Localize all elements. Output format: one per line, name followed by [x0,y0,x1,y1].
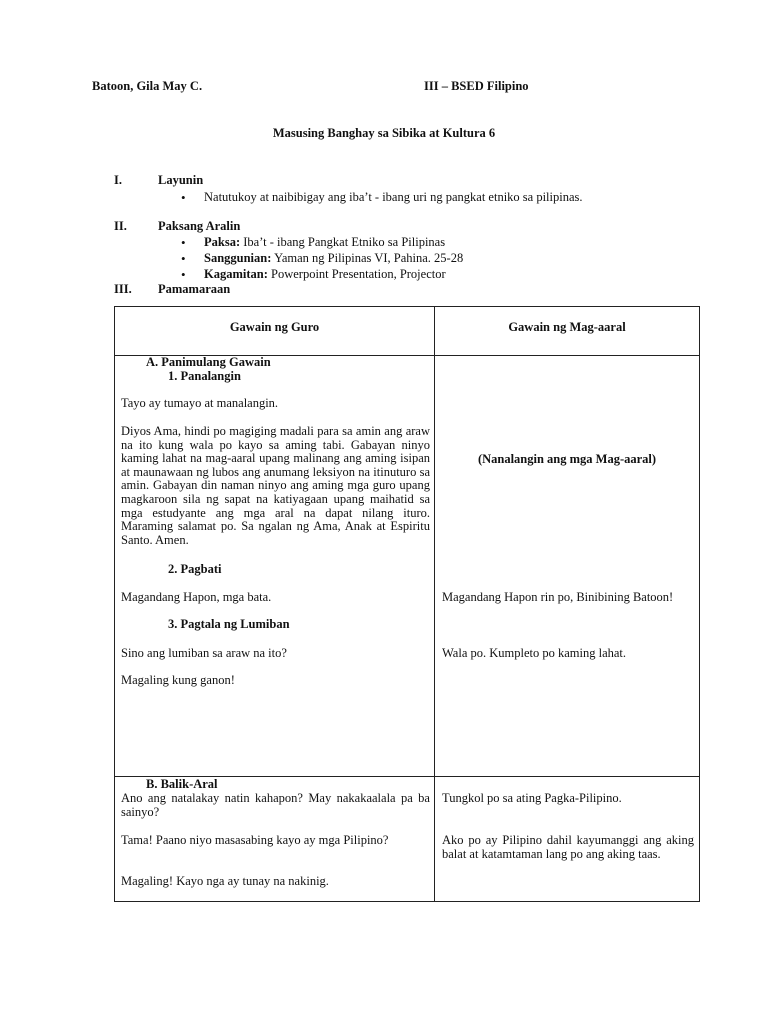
subsection-pagtala-ng-lumiban: 3. Pagtala ng Lumiban [168,617,290,631]
review-answer-2: Ako po ay Pilipino dahil kayumanggi ang aking balat at katamtaman lang po ang aking taas. [442,833,694,861]
section-number-2: II. [114,219,127,233]
subsection-pagbati: 2. Pagbati [168,562,222,576]
teacher-attendance-reply: Magaling kung ganon! [121,673,235,687]
kagamitan-bullet: • Kagamitan: Powerpoint Presentation, Projector [204,267,446,282]
layunin-text: Natutukoy at naibibigay ang iba’t - ibang uri ng pangkat etniko sa pilipinas. [204,190,583,204]
teacher-review-reply: Magaling! Kayo nga ay tunay na nakinig. [121,874,329,888]
student-prayer-response: (Nanalangin ang mga Mag-aaral) [477,452,657,466]
review-answer-1: Tungkol po sa ating Pagka-Pilipino. [442,791,622,805]
review-question-2: Tama! Paano niyo masasabing kayo ay mga Pilipino? [121,833,389,847]
procedure-table [114,306,700,902]
student-greeting: Magandang Hapon rin po, Binibining Batoon! [442,590,674,604]
layunin-bullet [204,190,583,205]
section-a-title: A. Panimulang Gawain [146,355,271,369]
author-name: Batoon, Gila May C. [92,79,203,93]
student-attendance-answer: Wala po. Kumpleto po kaming lahat. [442,646,627,660]
teacher-greeting: Magandang Hapon, mga bata. [121,590,272,604]
section-title-layunin: Layunin [158,173,204,187]
paksa-bullet: • Paksa: Iba’t - ibang Pangkat Etniko sa Pilipinas [204,235,445,250]
section-title-paksang-aralin: Paksang Aralin [158,219,241,233]
section-title-pamamaraan: Pamamaraan [158,282,231,296]
column-divider [434,307,435,901]
review-question-1: Ano ang natalakay natin kahapon? May nakakaalala pa ba sainyo? [121,791,430,819]
teacher-instruction-pray: Tayo ay tumayo at manalangin. [121,396,279,410]
prayer-text: Diyos Ama, hindi po magiging madali para sa amin ang araw na ito kung wala po kayo sa aming tabi. Gabayan ninyo kaming lahat na mag-aaral upang malinang ang aming isipan at maunawaan ng lubos ang anumang leksiyon na itinuturo sa amin. Gabayan din naman ninyo ang aming mga guro upang magkaroon sila ng sapat na katiyagaan upang maihatid sa mga estudyante ang mga aral na dapat nilang ituro. Maraming salamat po. Sa ngalan ng Ama, Anak at Espiritu Santo. Amen. [121,424,430,547]
subsection-panalangin: 1. Panalangin [168,369,241,383]
column-header-student: Gawain ng Mag-aaral [508,320,626,334]
section-number-1: I. [114,173,122,187]
course-label: III – BSED Filipino [424,79,529,93]
section-number-3: III. [114,282,132,296]
page-title: Masusing Banghay sa Sibika at Kultura 6 [272,126,496,140]
column-header-teacher: Gawain ng Guro [229,320,320,334]
section-b-title: B. Balik-Aral [146,777,218,791]
teacher-attendance-question: Sino ang lumiban sa araw na ito? [121,646,287,660]
sanggunian-bullet: • Sanggunian: Yaman ng Pilipinas VI, Pahina. 25-28 [204,251,463,266]
